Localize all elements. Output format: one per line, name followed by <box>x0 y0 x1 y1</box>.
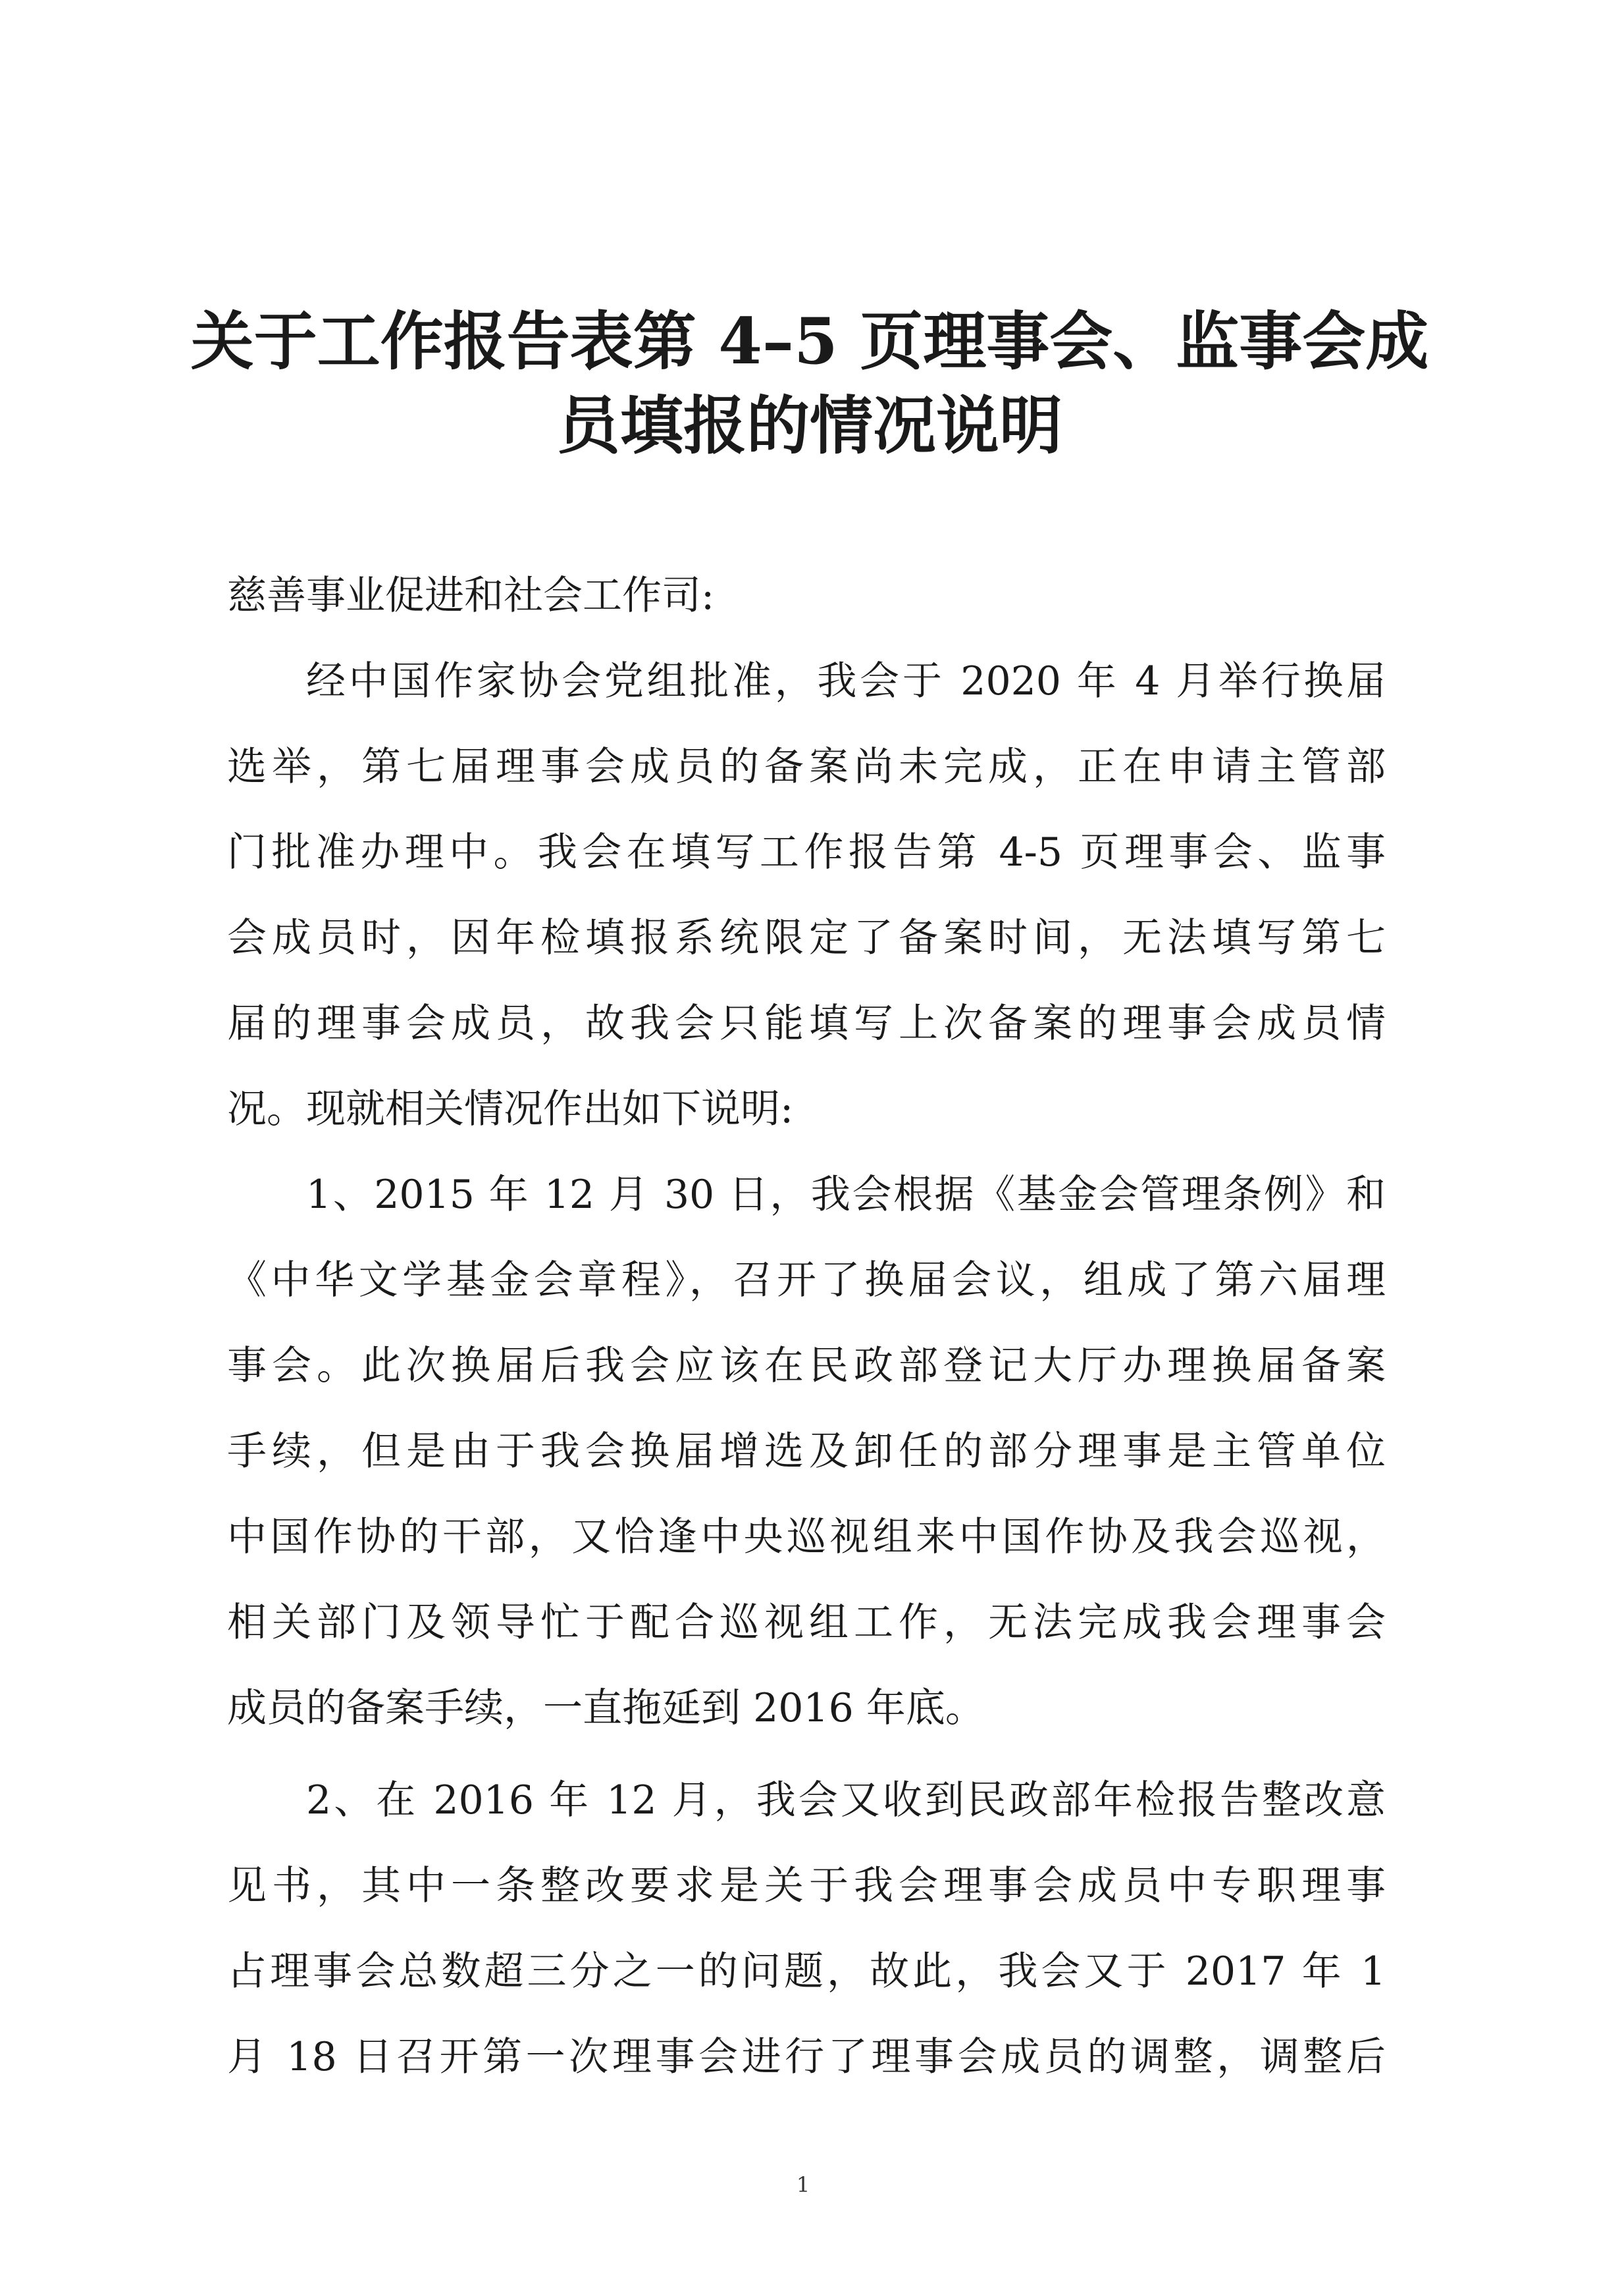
paragraph-2-line-3: 事会。此次换届后我会应该在民政部登记大厅办理换届备案 <box>227 1343 1386 1389</box>
document-title <box>184 300 1435 468</box>
paragraph-1-line-2: 选举，第七届理事会成员的备案尚未完成，正在申请主管部 <box>227 744 1386 790</box>
paragraph-1-line-1: 经中国作家协会党组批准，我会于 2020 年 4 月举行换届 <box>306 658 1386 704</box>
document-body <box>227 553 1386 2100</box>
paragraph-1-line-3: 门批准办理中。我会在填写工作报告第 4-5 页理事会、监事 <box>227 829 1386 875</box>
title-line-2: 员填报的情况说明 <box>557 388 1062 463</box>
paragraph-3-line-4: 月 18 日召开第一次理事会进行了理事会成员的调整，调整后 <box>227 2034 1386 2080</box>
paragraph-2-line-6: 相关部门及领导忙于配合巡视组工作，无法完成我会理事会 <box>227 1600 1386 1646</box>
paragraph-3-line-3: 占理事会总数超三分之一的问题，故此，我会又于 2017 年 1 <box>227 1948 1386 1995</box>
paragraph-2-line-2: 《中华文学基金会章程》，召开了换届会议，组成了第六届理 <box>227 1257 1386 1303</box>
paragraph-1-line-4: 会成员时，因年检填报系统限定了备案时间，无法填写第七 <box>227 915 1386 961</box>
salutation: 慈善事业促进和社会工作司: <box>227 573 715 619</box>
paragraph-1-line-6: 况。现就相关情况作出如下说明: <box>227 1086 794 1132</box>
paragraph-3-line-2: 见书，其中一条整改要求是关于我会理事会成员中专职理事 <box>227 1863 1386 1909</box>
title-line-1: 关于工作报告表第 4–5 页理事会、监事会成 <box>190 304 1429 378</box>
paragraph-2-line-7: 成员的备案手续，一直拖延到 2016 年底。 <box>227 1685 985 1731</box>
paragraph-2-line-4: 手续，但是由于我会换届增选及卸任的部分理事是主管单位 <box>227 1428 1386 1474</box>
paragraph-2-line-5: 中国作协的干部，又恰逢中央巡视组来中国作协及我会巡视， <box>227 1514 1386 1560</box>
page-number: 1 <box>796 2172 810 2197</box>
paragraph-2-line-1: 1、2015 年 12 月 30 日，我会根据《基金会管理条例》和 <box>306 1172 1386 1218</box>
paragraph-3-line-1: 2、在 2016 年 12 月，我会又收到民政部年检报告整改意 <box>306 1777 1386 1823</box>
paragraph-1-line-5: 届的理事会成员，故我会只能填写上次备案的理事会成员情 <box>227 1001 1386 1047</box>
